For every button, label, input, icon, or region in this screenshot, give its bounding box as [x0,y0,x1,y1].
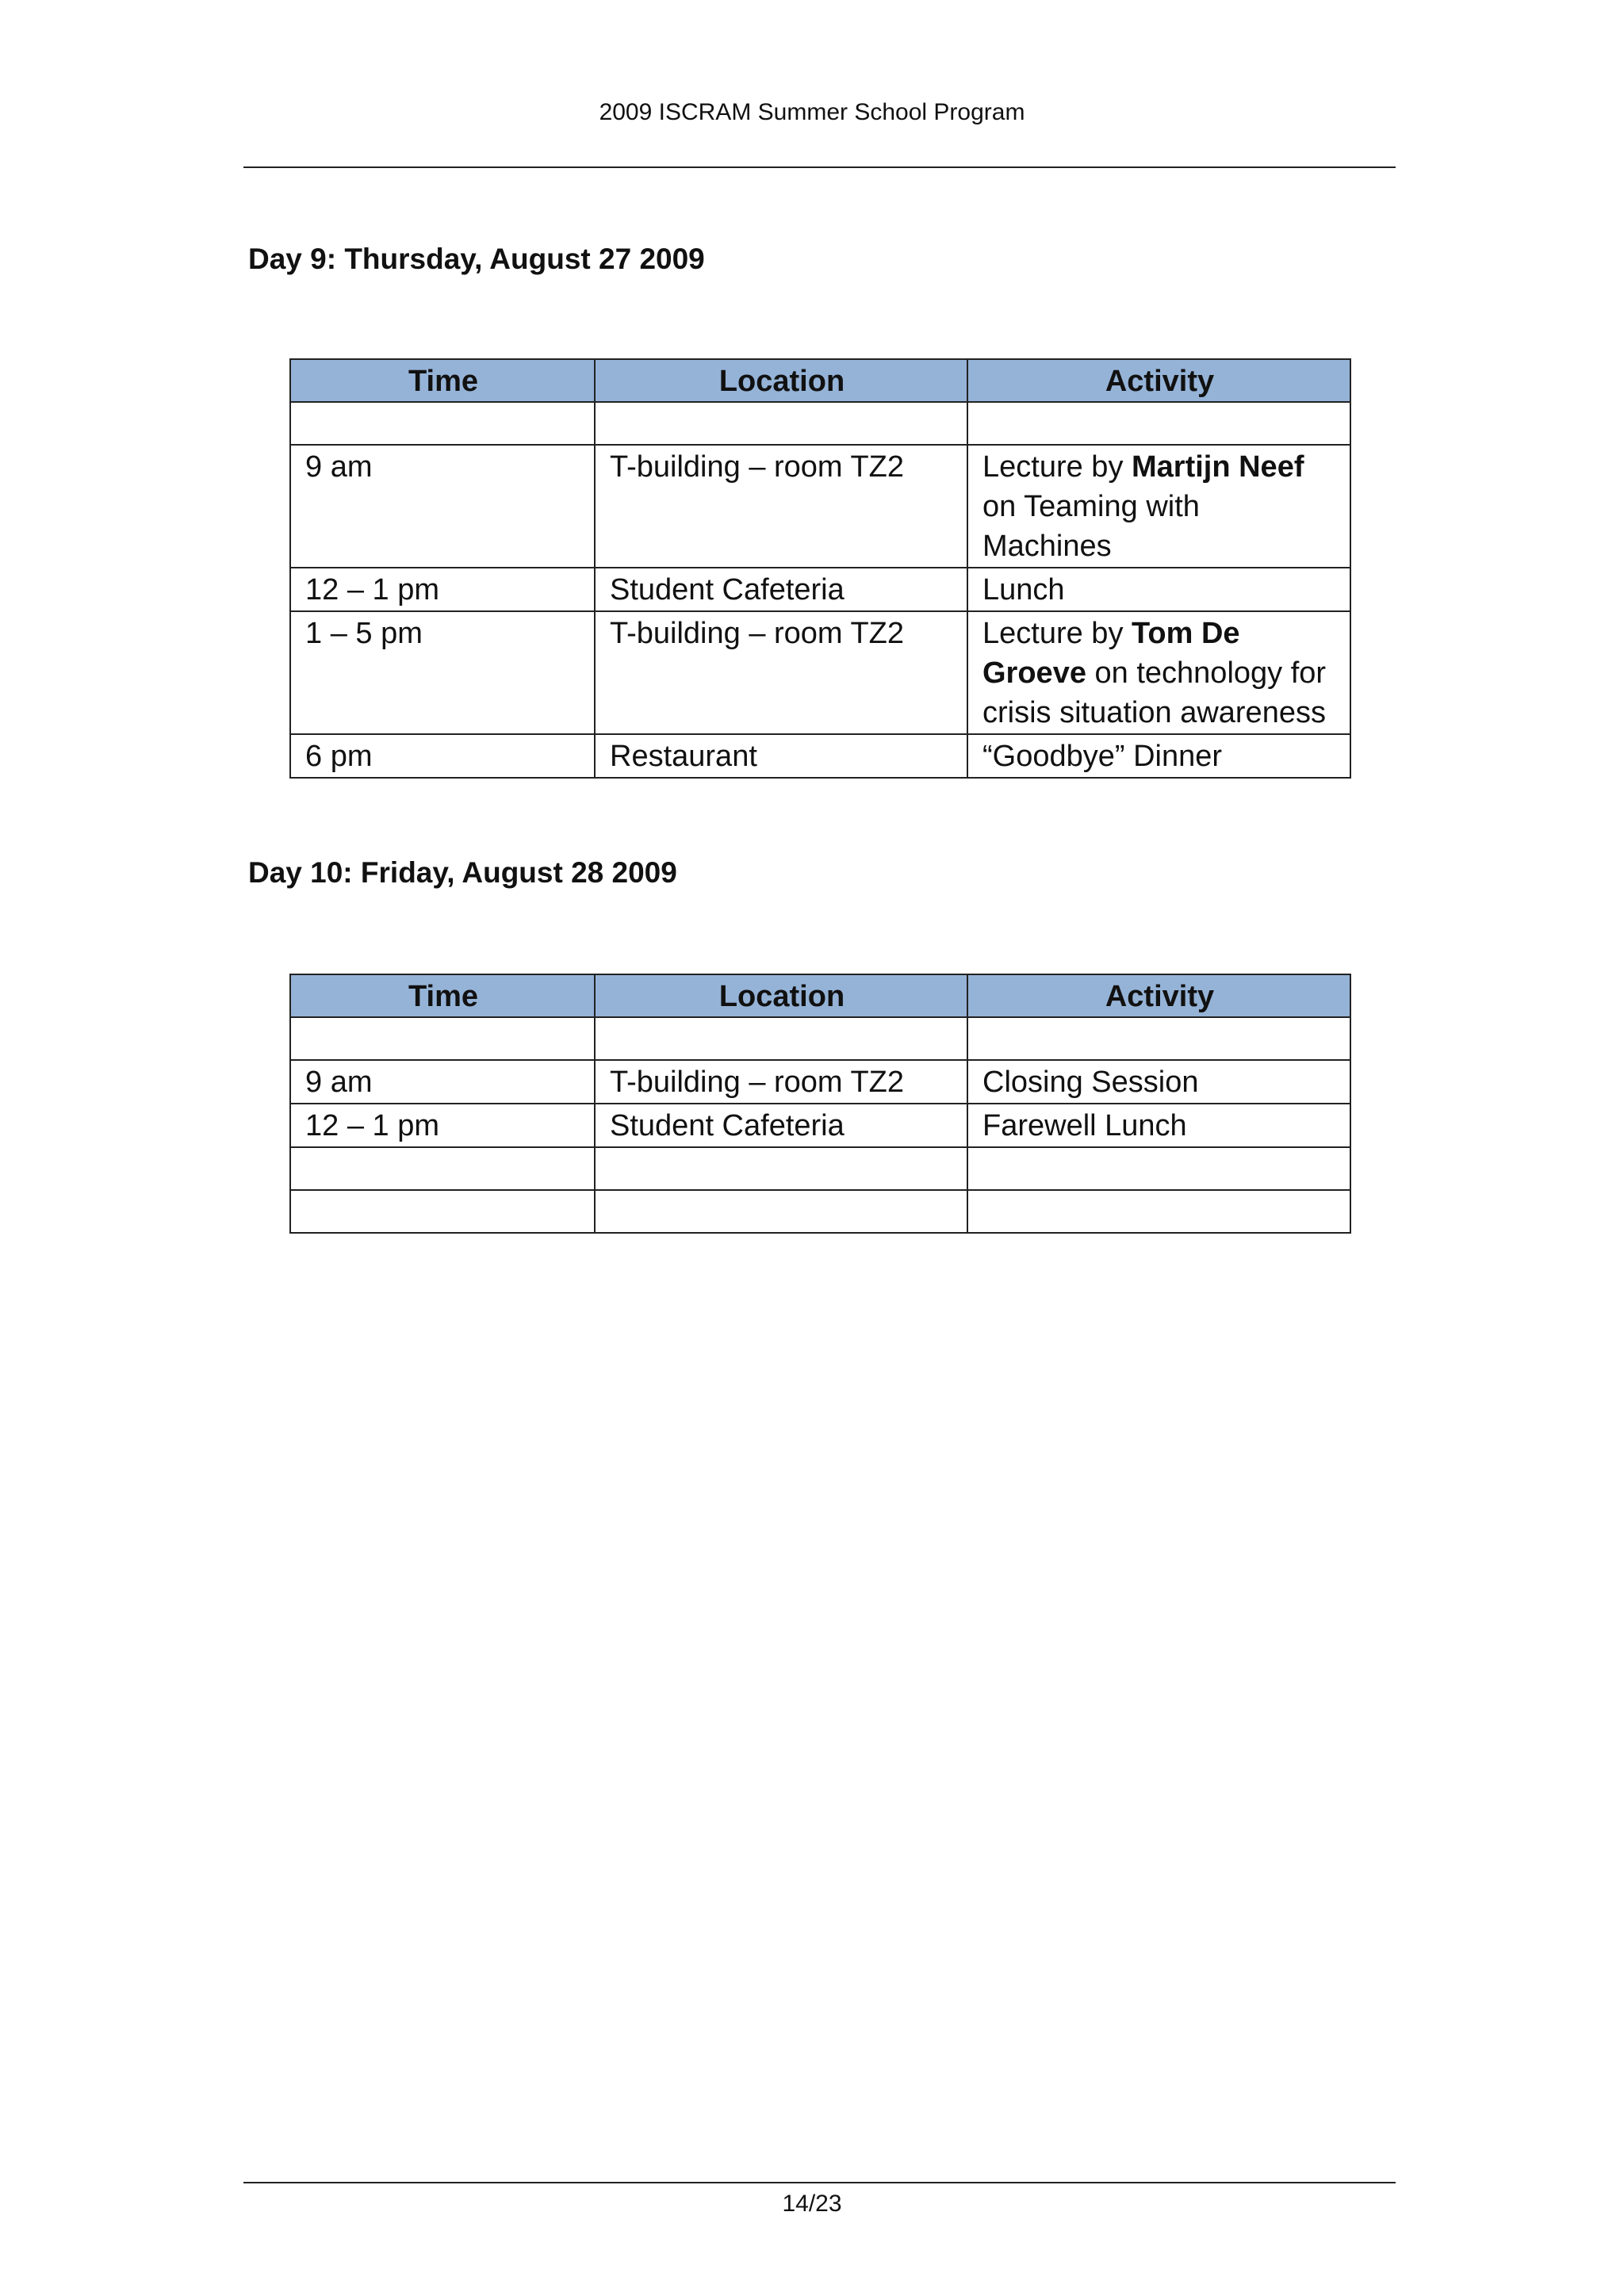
time-cell: 12 – 1 pm [290,1104,595,1147]
location-cell: T-building – room TZ2 [595,445,967,568]
table-row [290,1190,1350,1233]
activity-text: Lecture by [982,617,1132,650]
time-cell [290,402,595,445]
location-cell [595,402,967,445]
column-header-location: Location [595,359,967,402]
table-row [290,1017,1350,1060]
location-cell [595,1017,967,1060]
page-header-title: 2009 ISCRAM Summer School Program [599,99,1025,125]
location-cell: T-building – room TZ2 [595,1060,967,1104]
activity-topic: on Teaming with Machines [982,490,1200,563]
column-header-activity: Activity [967,359,1350,402]
table-row [290,611,1350,734]
location-cell [595,1147,967,1190]
time-cell: 1 – 5 pm [290,611,595,734]
time-cell: 9 am [290,445,595,568]
location-cell: Student Cafeteria [595,1104,967,1147]
day-9-schedule-table [289,358,1351,779]
table-row [290,1060,1350,1104]
time-cell: 9 am [290,1060,595,1104]
column-header-time: Time [290,974,595,1017]
time-cell [290,1147,595,1190]
column-header-location: Location [595,974,967,1017]
activity-cell [967,1017,1350,1060]
column-header-time: Time [290,359,595,402]
activity-cell [967,611,1350,734]
time-cell: 12 – 1 pm [290,568,595,611]
activity-cell [967,445,1350,568]
activity-text: Lecture by [982,450,1132,484]
lecturer-name: Martijn Neef [1132,450,1304,484]
location-cell: T-building – room TZ2 [595,611,967,734]
table-row [290,1147,1350,1190]
table-row [290,402,1350,445]
activity-cell: Farewell Lunch [967,1104,1350,1147]
activity-topic: on technology for crisis situation awareness [982,656,1327,729]
table-header-row [290,974,1350,1017]
location-cell: Restaurant [595,734,967,778]
page-number: 14/23 [782,2191,842,2217]
table-row [290,1104,1350,1147]
day-10-schedule-table [289,974,1351,1234]
activity-cell [967,1147,1350,1190]
header-divider [243,166,1396,168]
activity-cell [967,1190,1350,1233]
time-cell [290,1190,595,1233]
activity-cell: Lunch [967,568,1350,611]
location-cell: Student Cafeteria [595,568,967,611]
activity-cell [967,402,1350,445]
table-row [290,445,1350,568]
location-cell [595,1190,967,1233]
time-cell [290,1017,595,1060]
footer-divider [243,2182,1396,2183]
table-row [290,568,1350,611]
lecturer-name: Tom De Groeve [982,617,1240,690]
table-row [290,734,1350,778]
activity-cell: “Goodbye” Dinner [967,734,1350,778]
table-header-row [290,359,1350,402]
time-cell: 6 pm [290,734,595,778]
activity-cell: Closing Session [967,1060,1350,1104]
day-10-heading: Day 10: Friday, August 28 2009 [248,856,677,889]
day-9-heading: Day 9: Thursday, August 27 2009 [248,243,705,275]
column-header-activity: Activity [967,974,1350,1017]
